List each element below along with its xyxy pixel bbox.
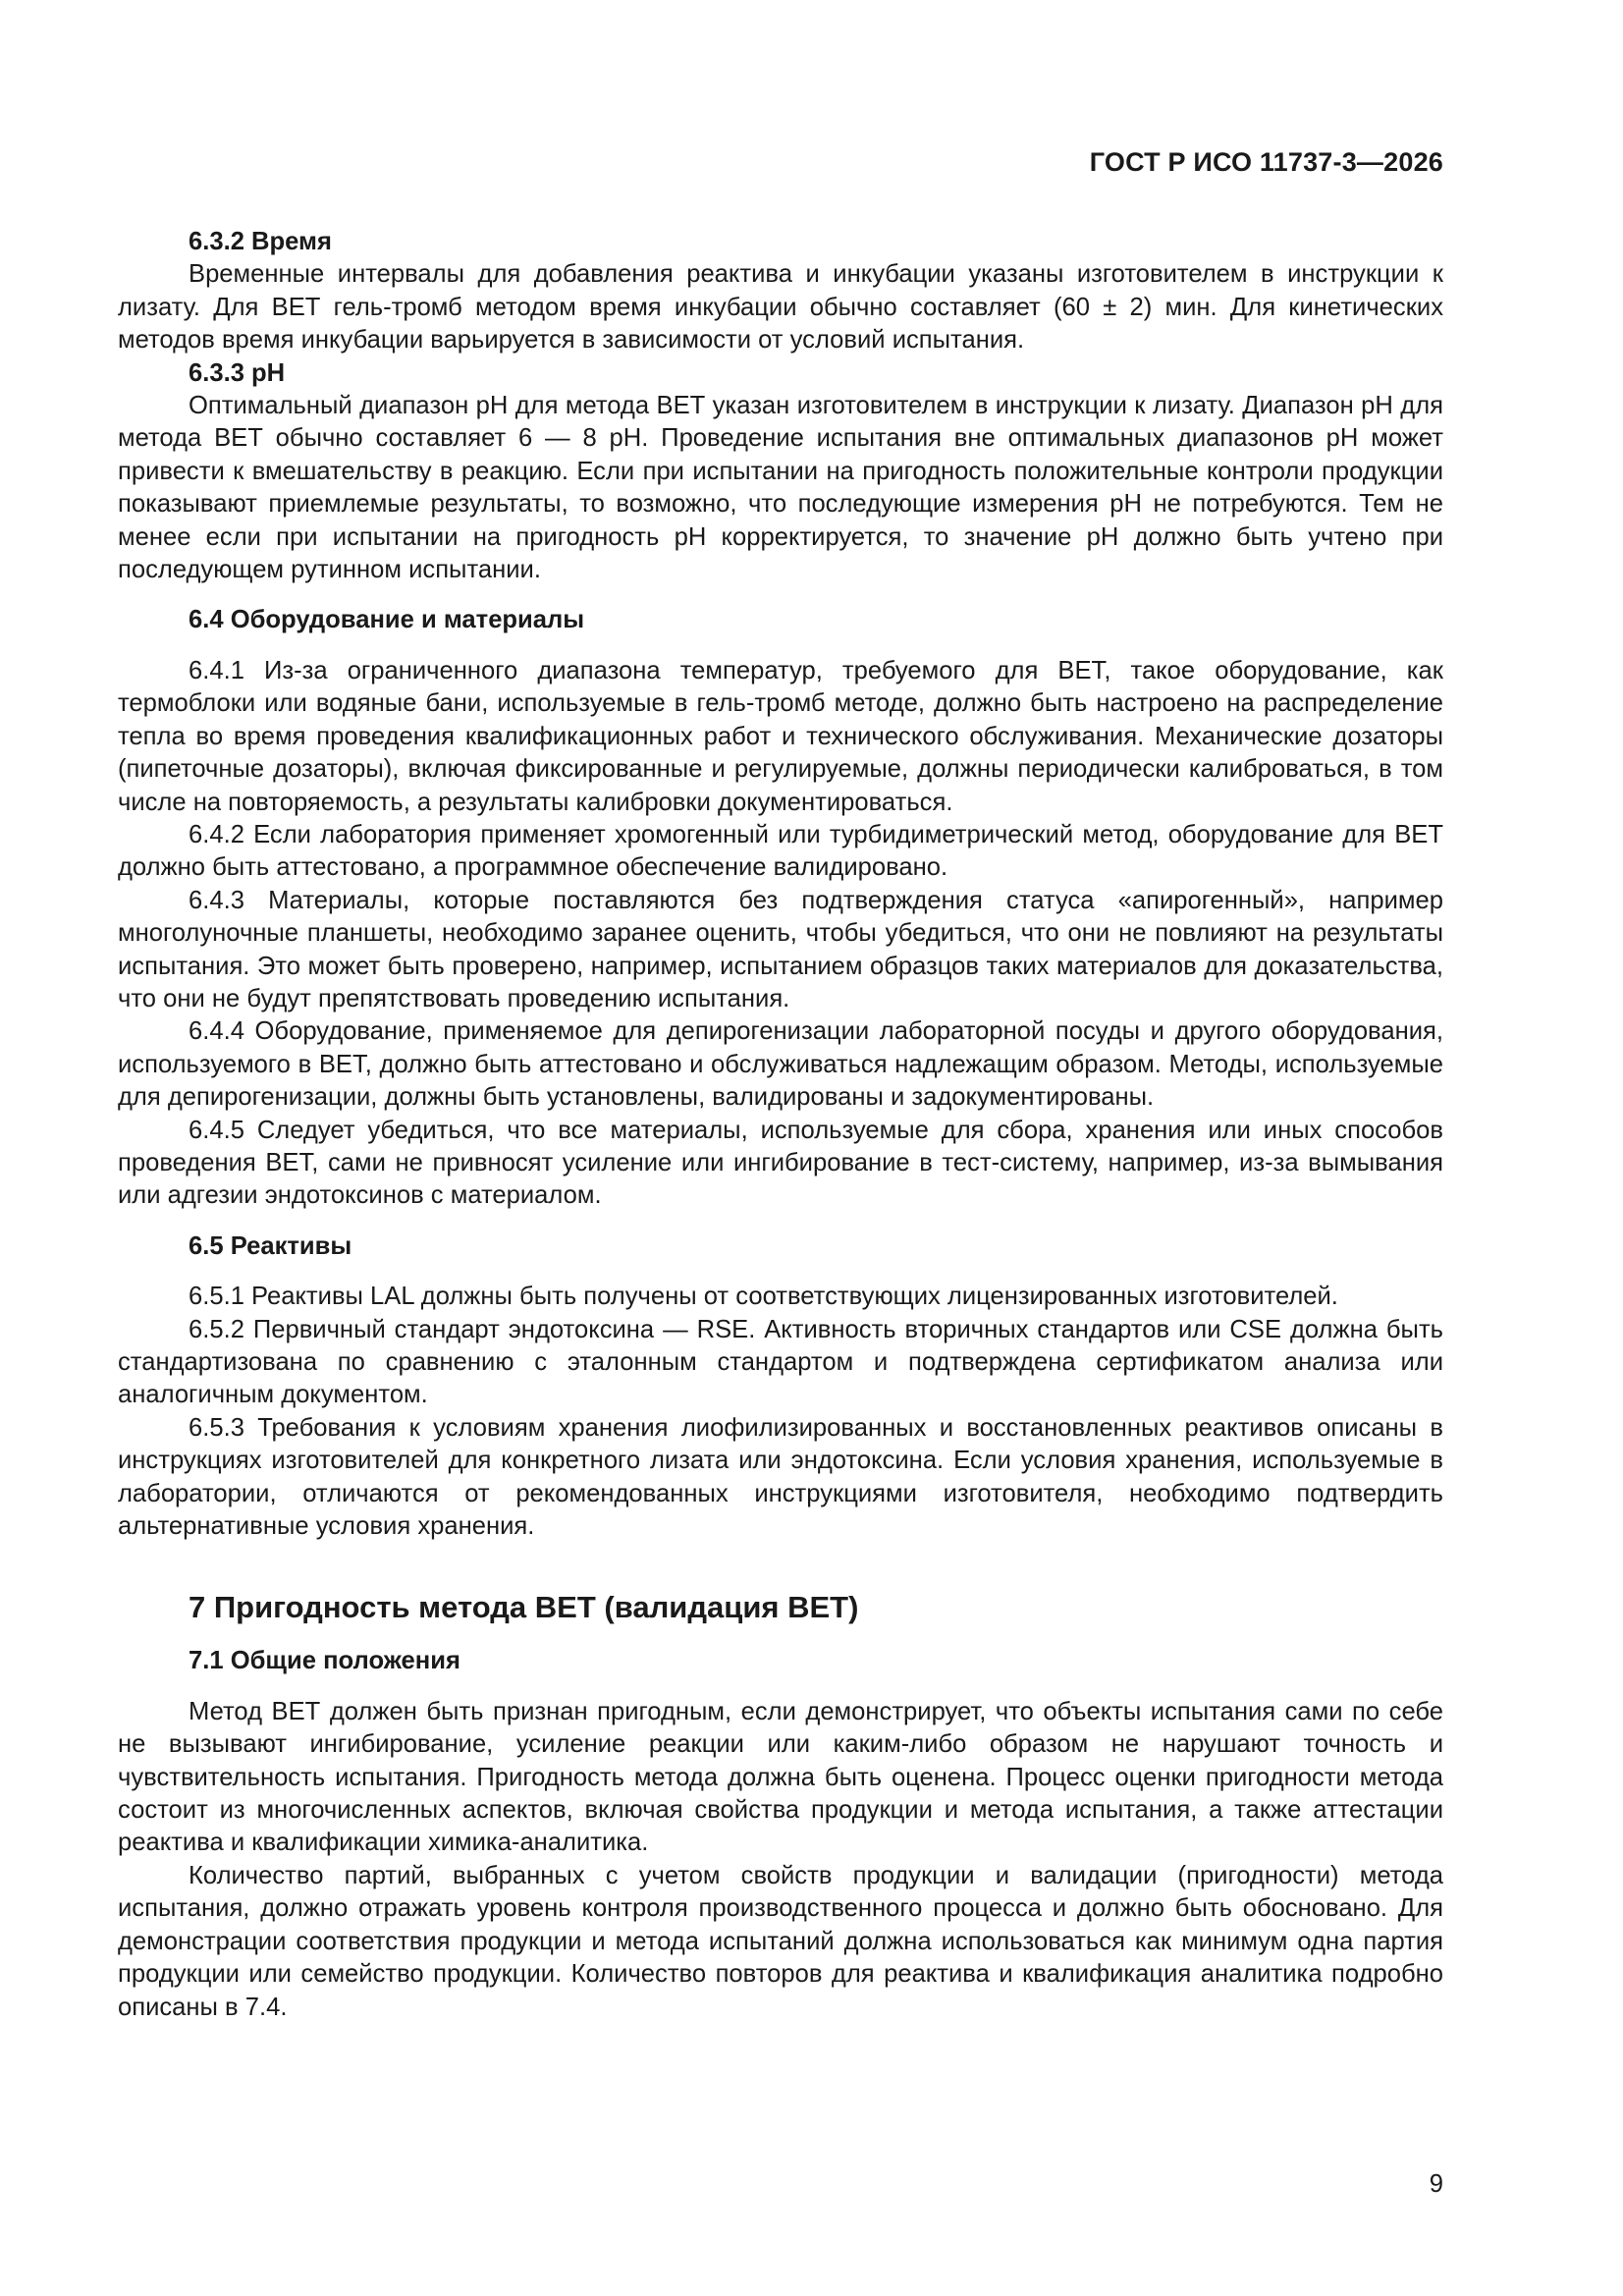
- section-6-4-paragraph-5: 6.4.5 Следует убедиться, что все материалы, используемые для сбора, хранения или иных способов проведения ВЕТ, сами не привносят усиление или ингибирование в тест-систему, например, из-за вымывания или адгезии эндотоксинов с материалом.: [118, 1116, 1443, 1210]
- section-7-1-paragraph-1: Метод ВЕТ должен быть признан пригодным, если демонстрирует, что объекты испытания сами по себе не вызывают ингибирование, усиление реакции или каким-либо образом не нарушают точность и чувствительность испытания. Пригодность метода должна быть оценена. Процесс оценки пригодности метода состоит из многочисленных аспектов, включая свойства продукции и метода испытания, а также аттестации реактива и квалификации химика-аналитика.: [118, 1697, 1443, 1857]
- section-6-5: [118, 1230, 1443, 1544]
- section-6-4-paragraph-2: 6.4.2 Если лаборатория применяет хромогенный или турбидиметрический метод, оборудование для ВЕТ должно быть аттестовано, а программное обеспечение валидировано.: [118, 820, 1443, 882]
- section-6-3-2-paragraph-1: Временные интервалы для добавления реактива и инкубации указаны изготовителем в инструкции к лизату. Для ВЕТ гель-тромб методом время инкубации обычно составляет (60 ± 2) мин. Для кинетических методов время инкубации варьируется в зависимости от условий испытания.: [118, 260, 1443, 355]
- section-7-title: 7 Пригодность метода ВЕТ (валидация ВЕТ): [189, 1590, 859, 1625]
- section-6-5-paragraph-3: 6.5.3 Требования к условиям хранения лиофилизированных и восстановленных реактивов описаны в инструкциях изготовителей для конкретного лизата или эндотоксина. Если условия хранения, используемые в лаборатории, отличаются от рекомендованных инструкциями изготовителя, необходимо подтвердить альтернативные условия хранения.: [118, 1413, 1443, 1541]
- section-6-5-title: 6.5 Реактивы: [189, 1231, 352, 1260]
- section-7: [118, 1588, 1443, 1627]
- section-6-3-3-paragraph-1: Оптимальный диапазон pH для метода ВЕТ указан изготовителем в инструкции к лизату. Диапазон pH для метода ВЕТ обычно составляет 6 — 8 pH. Проведение испытания вне оптимальных диапазонов pH может привести к вмешательству в реакцию. Если при испытании на пригодность положительные контроли продукции показывают приемлемые результаты, то возможно, что последующие измерения pH не потребуются. Тем не менее если при испытании на пригодность pH корректируется, то значение pH должно быть учтено при последующем рутинном испытании.: [118, 392, 1443, 584]
- section-6-3-3: [118, 357, 1443, 587]
- document-page: [118, 0, 1443, 2296]
- section-7-1-paragraph-2: Количество партий, выбранных с учетом свойств продукции и валидации (пригодности) метода испытания, должно отражать уровень контроля производственного процесса и должно быть обосновано. Для демонстрации соответствия продукции и метода испытаний должна использоваться как минимум одна партия продукции или семейство продукции. Количество повторов для реактива и квалификация аналитика подробно описаны в 7.4.: [118, 1861, 1443, 2021]
- section-7-1: [118, 1645, 1443, 2023]
- section-6-4-paragraph-3: 6.4.3 Материалы, которые поставляются без подтверждения статуса «апирогенный», например многолуночные планшеты, необходимо заранее оценить, чтобы убедиться, что они не повлияют на результаты испытания. Это может быть проверено, например, испытанием образцов таких материалов для доказательства, что они не будут препятствовать проведению испытания.: [118, 886, 1443, 1012]
- page-number: 9: [1429, 2170, 1443, 2198]
- section-6-4-title: 6.4 Оборудование и материалы: [189, 606, 585, 634]
- section-7-1-title: 7.1 Общие положения: [189, 1647, 460, 1675]
- section-6-5-paragraph-2: 6.5.2 Первичный стандарт эндотоксина — RSE. Активность вторичных стандартов или CSE должна быть стандартизована по сравнению с эталонным стандартом и подтверждена сертификатом анализа или аналогичным документом.: [118, 1315, 1443, 1409]
- section-6-4-paragraph-4: 6.4.4 Оборудование, применяемое для депирогенизации лабораторной посуды и другого оборудования, используемого в ВЕТ, должно быть аттестовано и обслуживаться надлежащим образом. Методы, используемые для депирогенизации, должны быть установлены, валидированы и задокументированы.: [118, 1017, 1443, 1112]
- section-6-5-paragraph-1: 6.5.1 Реактивы LAL должны быть получены от соответствующих лицензированных изготовителей.: [189, 1283, 1338, 1311]
- section-6-3-3-title: 6.3.3 pH: [189, 358, 286, 387]
- document-code-header: ГОСТ Р ИСО 11737-3—2026: [1089, 147, 1443, 177]
- section-6-3-2: [118, 226, 1443, 357]
- document-body: [118, 226, 1443, 2024]
- section-6-4-paragraph-1: 6.4.1 Из-за ограниченного диапазона температур, требуемого для ВЕТ, такое оборудование, как термоблоки или водяные бани, используемые в гель-тромб методе, должно быть настроено на распределение тепла во время проведения квалификационных работ и технического обслуживания. Механические дозаторы (пипеточные дозаторы), включая фиксированные и регулируемые, должны периодически калиброваться, в том числе на повторяемость, а результаты калибровки документироваться.: [118, 656, 1443, 816]
- section-6-3-2-title: 6.3.2 Время: [189, 228, 332, 255]
- section-6-4: [118, 604, 1443, 1212]
